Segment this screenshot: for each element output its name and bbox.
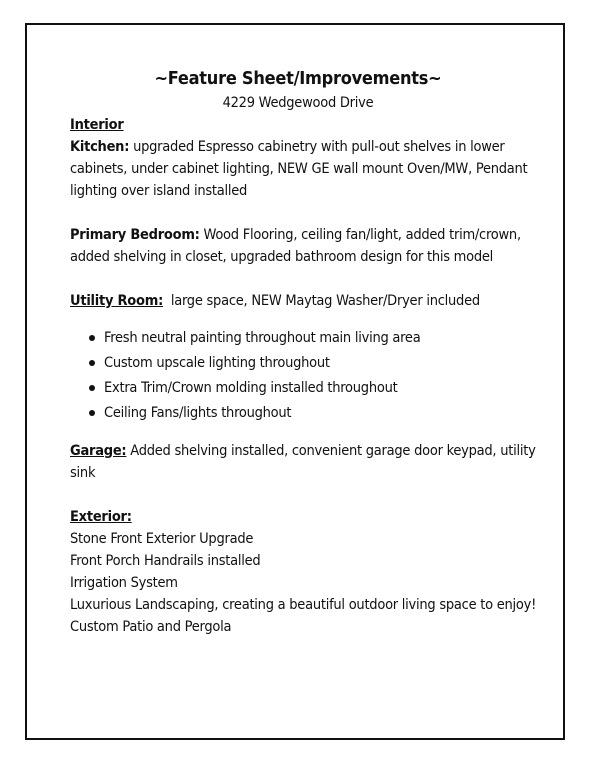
bullet-icon	[89, 360, 95, 366]
garage-label: Garage:	[70, 443, 127, 459]
interior-heading: Interior	[70, 117, 124, 133]
utility-room-paragraph	[70, 290, 550, 312]
primary-bedroom-label: Primary Bedroom:	[70, 227, 200, 243]
property-address: 4229 Wedgewood Drive	[222, 95, 374, 111]
list-item: Extra Trim/Crown molding installed throughout	[70, 376, 550, 401]
kitchen-text: upgraded Espresso cabinetry with pull-out shelves in lower cabinets, under cabinet lighting, NEW GE wall mount Oven/MW, Pendant lighting over island installed	[70, 139, 528, 199]
exterior-item: Luxurious Landscaping, creating a beautiful outdoor living space to enjoy!	[70, 597, 537, 613]
primary-bedroom-paragraph	[70, 224, 550, 268]
garage-paragraph	[70, 440, 550, 484]
garage-text: Added shelving installed, convenient garage door keypad, utility sink	[70, 443, 536, 481]
kitchen-paragraph	[70, 136, 550, 202]
kitchen-label: Kitchen:	[70, 139, 130, 155]
list-item: Custom upscale lighting throughout	[70, 351, 550, 376]
exterior-item: Custom Patio and Pergola	[70, 619, 232, 635]
interior-bullet-list	[70, 326, 550, 426]
document-content	[70, 66, 550, 638]
bullet-icon	[89, 335, 95, 341]
exterior-item: Front Porch Handrails installed	[70, 553, 261, 569]
utility-room-text: large space, NEW Maytag Washer/Dryer included	[163, 293, 480, 309]
exterior-item: Irrigation System	[70, 575, 178, 591]
primary-bedroom-text: Wood Flooring, ceiling fan/light, added trim/crown, added shelving in closet, upgraded bathroom design for this model	[70, 227, 521, 265]
exterior-heading: Exterior:	[70, 509, 132, 525]
list-item: Ceiling Fans/lights throughout	[70, 401, 550, 426]
exterior-item: Stone Front Exterior Upgrade	[70, 531, 254, 547]
bullet-icon	[89, 410, 95, 416]
bullet-icon	[89, 385, 95, 391]
utility-room-label: Utility Room:	[70, 293, 164, 309]
list-item: Fresh neutral painting throughout main living area	[70, 326, 550, 351]
document-title: ~Feature Sheet/Improvements~	[154, 68, 442, 89]
